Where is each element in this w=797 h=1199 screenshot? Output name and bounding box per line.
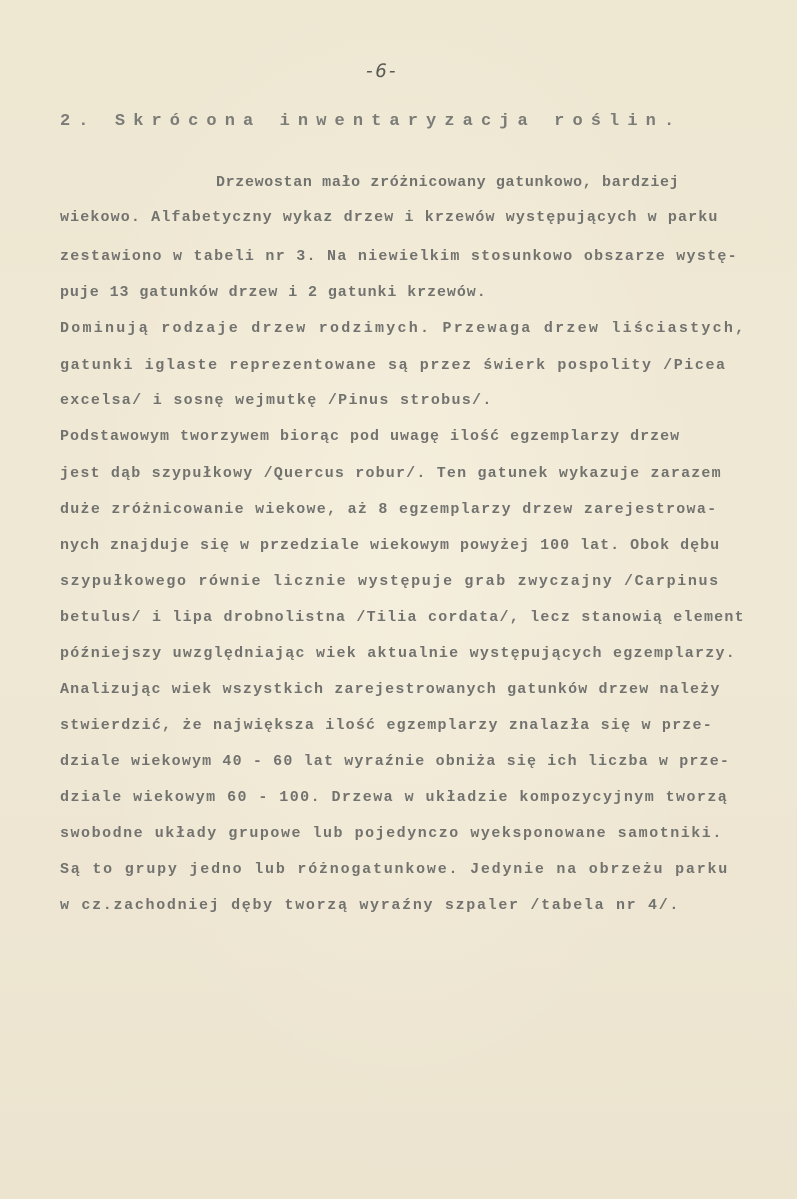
text-line: excelsa/ i sosnę wejmutkę /Pinus strobus/. bbox=[60, 392, 493, 409]
text-line: gatunki iglaste reprezentowane są przez świerk pospolity /Picea bbox=[60, 357, 727, 374]
text-line: duże zróżnicowanie wiekowe, aż 8 egzemplarzy drzew zarejestrowa- bbox=[60, 501, 718, 518]
text-line: Są to grupy jedno lub różnogatunkowe. Jedynie na obrzeżu parku bbox=[60, 861, 730, 878]
section-heading: 2. Skrócona inwentaryzacja roślin. bbox=[60, 112, 683, 131]
text-line: dziale wiekowym 40 - 60 lat wyraźnie obniża się ich liczba w prze- bbox=[60, 753, 730, 770]
text-line: zestawiono w tabeli nr 3. Na niewielkim stosunkowo obszarze wystę- bbox=[60, 248, 738, 265]
text-line: swobodne układy grupowe lub pojedynczo wyeksponowane samotniki. bbox=[60, 825, 723, 842]
page-number: -6- bbox=[364, 60, 399, 82]
text-line: dziale wiekowym 60 - 100. Drzewa w układzie kompozycyjnym tworzą bbox=[60, 789, 729, 806]
text-line: późniejszy uwzględniając wiek aktualnie występujących egzemplarzy. bbox=[60, 645, 736, 662]
text-line: betulus/ i lipa drobnolistna /Tilia cordata/, lecz stanowią element bbox=[60, 609, 745, 626]
text-line: Dominują rodzaje drzew rodzimych. Przewaga drzew liściastych, bbox=[60, 320, 747, 337]
text-line: stwierdzić, że największa ilość egzemplarzy znalazła się w prze- bbox=[60, 717, 713, 734]
text-line: Podstawowym tworzywem biorąc pod uwagę ilość egzemplarzy drzew bbox=[60, 428, 681, 445]
text-line: nych znajduje się w przedziale wiekowym powyżej 100 lat. Obok dębu bbox=[60, 537, 721, 554]
text-line: Drzewostan mało zróżnicowany gatunkowo, bardziej bbox=[216, 174, 680, 191]
text-line: jest dąb szypułkowy /Quercus robur/. Ten gatunek wykazuje zarazem bbox=[60, 465, 722, 482]
text-line: wiekowo. Alfabetyczny wykaz drzew i krzewów występujących w parku bbox=[60, 209, 719, 226]
text-line: Analizując wiek wszystkich zarejestrowanych gatunków drzew należy bbox=[60, 681, 721, 698]
text-line: puje 13 gatunków drzew i 2 gatunki krzewów. bbox=[60, 284, 487, 301]
text-line: szypułkowego równie licznie występuje grab zwyczajny /Carpinus bbox=[60, 573, 720, 590]
text-line: w cz.zachodniej dęby tworzą wyraźny szpaler /tabela nr 4/. bbox=[60, 897, 681, 914]
